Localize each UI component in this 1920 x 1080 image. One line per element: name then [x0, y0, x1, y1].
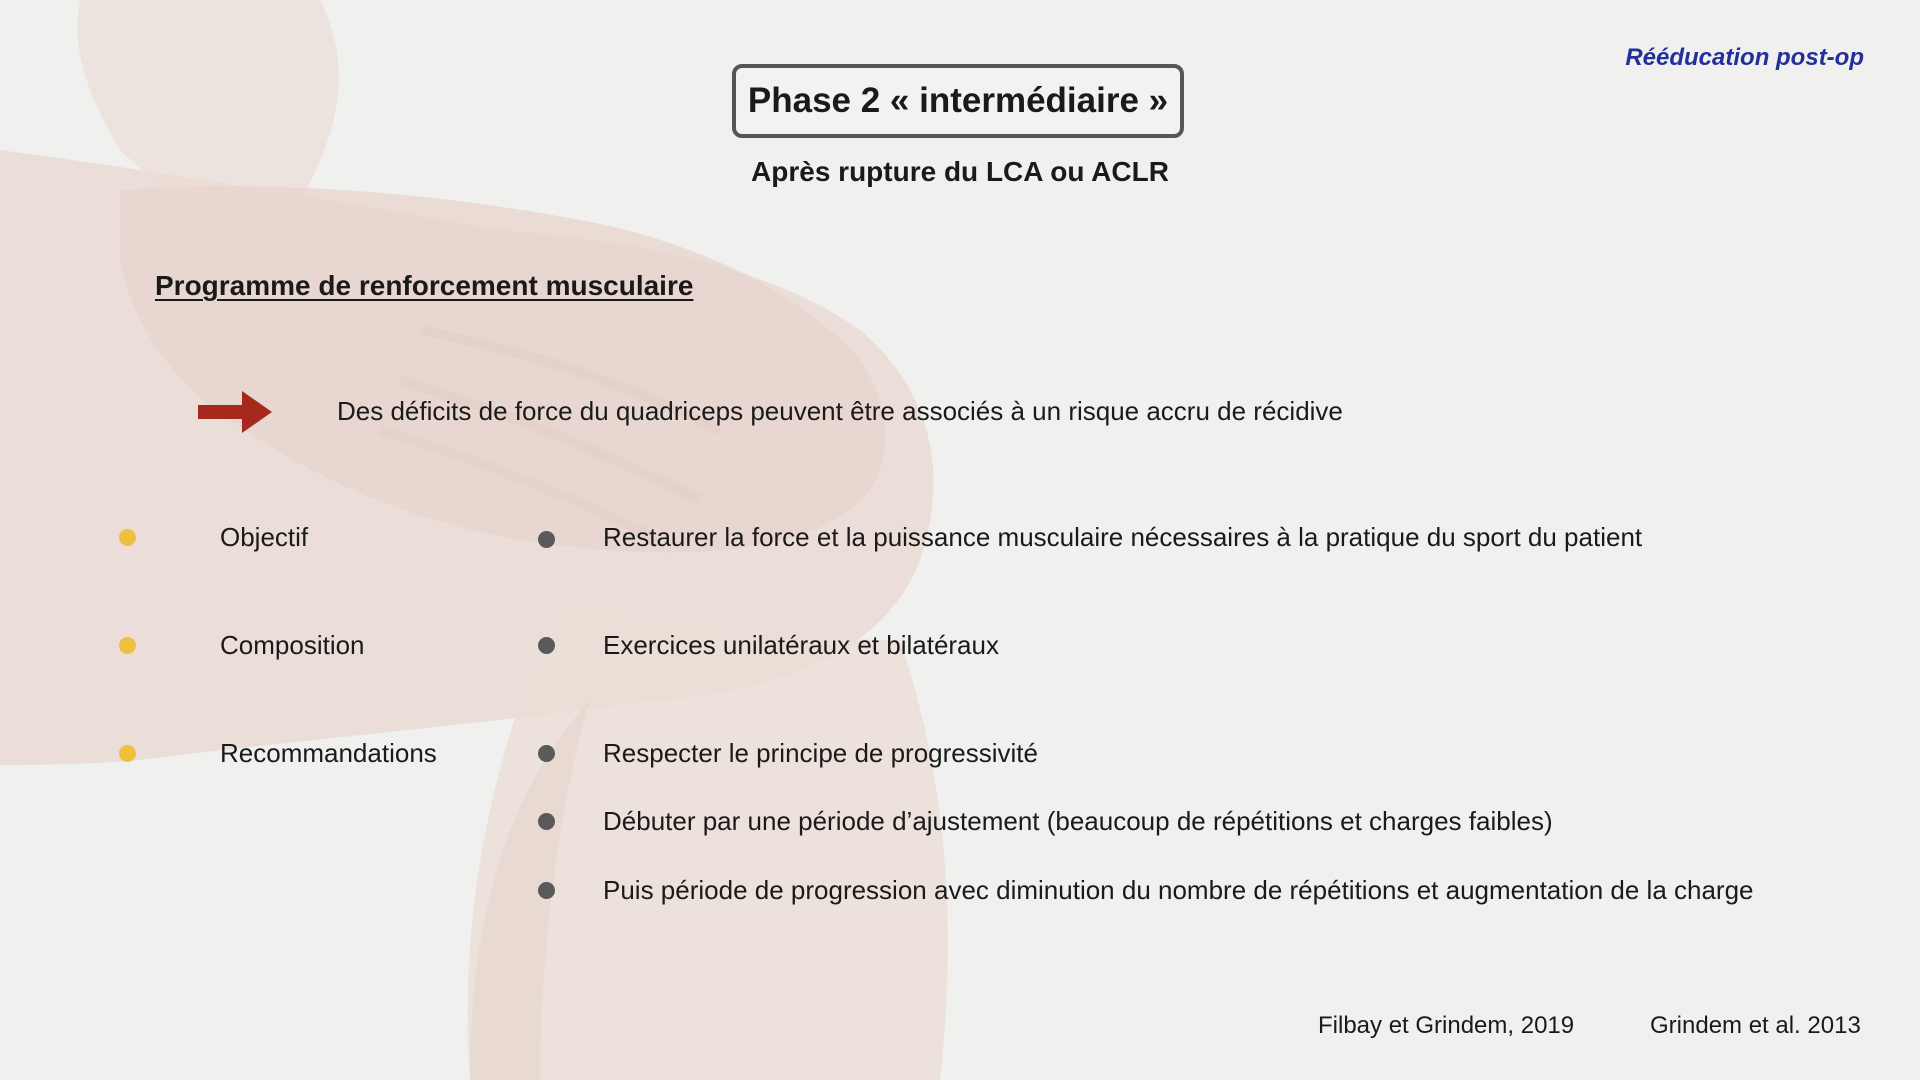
phase-title-box [732, 64, 1184, 138]
citation: Filbay et Grindem, 2019 [1318, 1012, 1575, 1039]
row-item: Restaurer la force et la puissance musculaire nécessaires à la pratique du sport du patient [603, 522, 1643, 552]
yellow-bullet-icon [119, 637, 136, 654]
key-point-text: Des déficits de force du quadriceps peuvent être associés à un risque accru de récidive [337, 396, 1343, 426]
right-arrow-icon [198, 391, 272, 438]
yellow-bullet-icon [119, 529, 136, 546]
row-item: Débuter par une période d’ajustement (beaucoup de répétitions et charges faibles) [603, 806, 1553, 836]
row-label-objectif: Objectif [220, 522, 309, 552]
row-item: Puis période de progression avec diminution du nombre de répétitions et augmentation de la charge [603, 875, 1754, 905]
row-label-recommandations: Recommandations [220, 738, 437, 768]
section-title: Programme de renforcement musculaire [155, 270, 694, 301]
row-item: Exercices unilatéraux et bilatéraux [603, 630, 999, 660]
yellow-bullet-icon [119, 745, 136, 762]
grey-bullet-icon [538, 531, 555, 548]
brand-label: Rééducation post-op [1625, 44, 1864, 71]
phase-title: Phase 2 « intermédiaire » [747, 81, 1169, 120]
grey-bullet-icon [538, 882, 555, 899]
grey-bullet-icon [538, 637, 555, 654]
row-item: Respecter le principe de progressivité [603, 738, 1038, 768]
grey-bullet-icon [538, 813, 555, 830]
row-label-composition: Composition [220, 630, 365, 660]
citation: Grindem et al. 2013 [1650, 1012, 1861, 1039]
subtitle: Après rupture du LCA ou ACLR [751, 156, 1169, 187]
grey-bullet-icon [538, 745, 555, 762]
